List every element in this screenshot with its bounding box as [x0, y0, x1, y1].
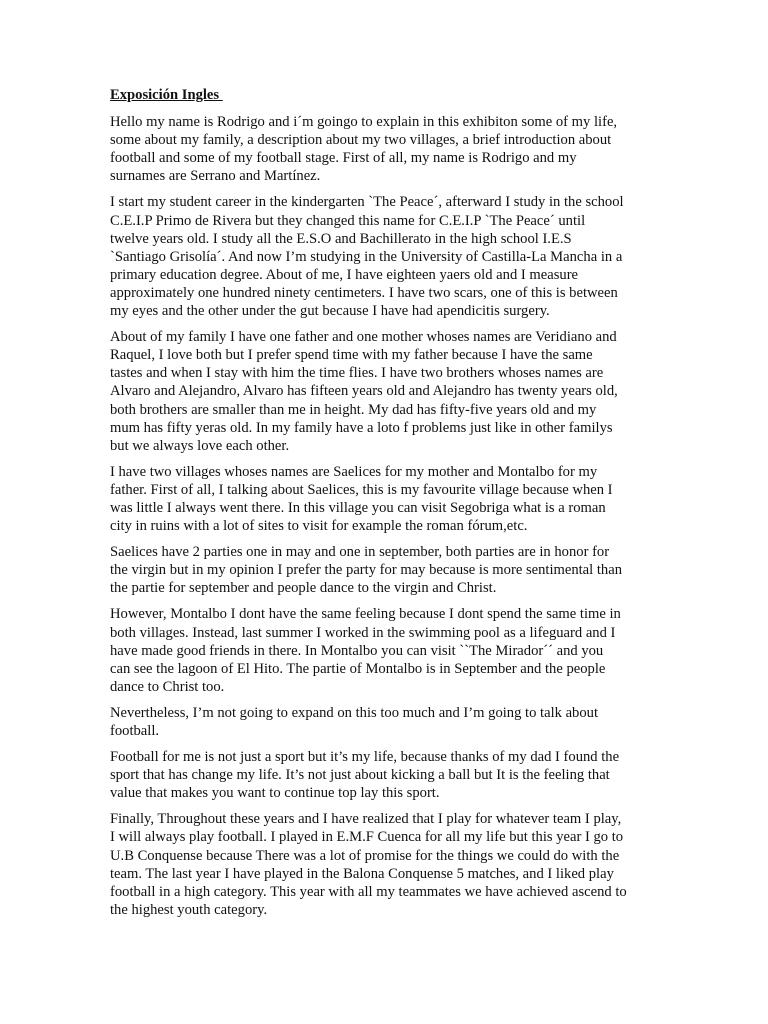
text-line: twelve years old. I study all the E.S.O and Bachillerato in the high school I.E.S [110, 230, 572, 247]
paragraph [110, 463, 662, 535]
paragraph [110, 543, 662, 597]
text-line: the virgin but in my opinion I prefer the party for may because is more sentimental than [110, 562, 622, 579]
text-line: approximately one hundred ninety centimeters. I have two scars, one of this is between [110, 284, 618, 301]
text-line: sport that has change my life. It’s not just about kicking a ball but It is the feeling that [110, 767, 610, 784]
text-line: tastes and when I stay with him the time flies. I have two brothers whoses names are [110, 365, 604, 382]
text-line: `Santiago Grisolía´. And now I’m studying in the University of Castilla-La Mancha in a [110, 248, 623, 265]
text-line: football in a high category. This year with all my teammates we have achieved ascend to [110, 883, 627, 900]
text-line: I start my student career in the kindergarten `The Peace´, afterward I study in the school [110, 194, 624, 211]
text-line: the partie for september and people dance to the virgin and Christ. [110, 580, 497, 597]
text-line: I have two villages whoses names are Saelices for my mother and Montalbo for my [110, 463, 598, 480]
paragraph [110, 328, 662, 455]
text-line: U.B Conquense because There was a lot of promise for the things we could do with the [110, 847, 620, 864]
text-line: Hello my name is Rodrigo and i´m goingo to explain in this exhibiton some of my life, [110, 114, 618, 131]
document-title: Exposición Ingles [110, 87, 223, 103]
text-line: city in ruins with a lot of sites to visit for example the roman fórum,etc. [110, 518, 528, 535]
paragraph [110, 810, 662, 919]
text-line: some about my family, a description about my two villages, a brief introduction about [110, 132, 612, 149]
text-line: my eyes and the other under the gut because I have had apendicitis surgery. [110, 303, 550, 320]
text-line: About of my family I have one father and one mother whoses names are Veridiano and [110, 329, 617, 346]
text-line: Football for me is not just a sport but it’s my life, because thanks of my dad I found the [110, 749, 620, 766]
text-line: I will always play football. I played in E.M.F Cuenca for all my life but this year I go to [110, 829, 624, 846]
text-line: C.E.I.P Primo de Rivera but they changed this name for C.E.I.P `The Peace´ until [110, 212, 586, 229]
paragraph [110, 113, 662, 185]
text-line: value that makes you want to continue top lay this sport. [110, 785, 440, 802]
text-line: but we always love each other. [110, 437, 290, 454]
text-line: have made good friends in there. In Montalbo you can visit ``The Mirador´´ and you [110, 642, 604, 659]
text-line: primary education degree. About of me, I have eighteen yaers old and I measure [110, 266, 579, 283]
text-line: However, Montalbo I dont have the same feeling because I dont spend the same time in [110, 606, 621, 623]
text-line: Raquel, I love both but I prefer spend time with my father because I have the same [110, 347, 593, 364]
paragraph-list [110, 113, 662, 919]
text-line: football. [110, 723, 160, 739]
text-line: Saelices have 2 parties one in may and one in september, both parties are in honor for [110, 544, 610, 561]
text-line: team. The last year I have played in the Balona Conquense 5 matches, and I liked play [110, 865, 614, 882]
paragraph [110, 748, 662, 802]
text-line: Alvaro and Alejandro, Alvaro has fifteen years old and Alejandro has twenty years old, [110, 383, 618, 400]
document-body [110, 86, 662, 927]
paragraph [110, 193, 662, 320]
paragraph [110, 605, 662, 695]
text-line: Finally, Throughout these years and I have realized that I play for whatever team I play, [110, 811, 622, 828]
text-line: both villages. Instead, last summer I worked in the swimming pool as a lifeguard and I [110, 624, 616, 641]
text-line: Nevertheless, I’m not going to expand on this too much and I’m going to talk about [110, 704, 598, 721]
text-line: surnames are Serrano and Martínez. [110, 168, 321, 185]
text-line: can see the lagoon of El Hito. The partie of Montalbo is in September and the people [110, 660, 606, 677]
text-line: dance to Christ too. [110, 678, 225, 695]
paragraph [110, 704, 662, 740]
text-line: both brothers are smaller than me in height. My dad has fifty-five years old and my [110, 401, 597, 418]
text-line: was little I always went there. In this village you can visit Segobriga what is a roman [110, 499, 606, 516]
text-line: football and some of my football stage. First of all, my name is Rodrigo and my [110, 150, 577, 167]
text-line: father. First of all, I talking about Saelices, this is my favourite village because when I [110, 481, 613, 498]
text-line: the highest youth category. [110, 901, 268, 918]
text-line: mum has fifty yeras old. In my family have a loto f problems just like in other familys [110, 419, 613, 436]
